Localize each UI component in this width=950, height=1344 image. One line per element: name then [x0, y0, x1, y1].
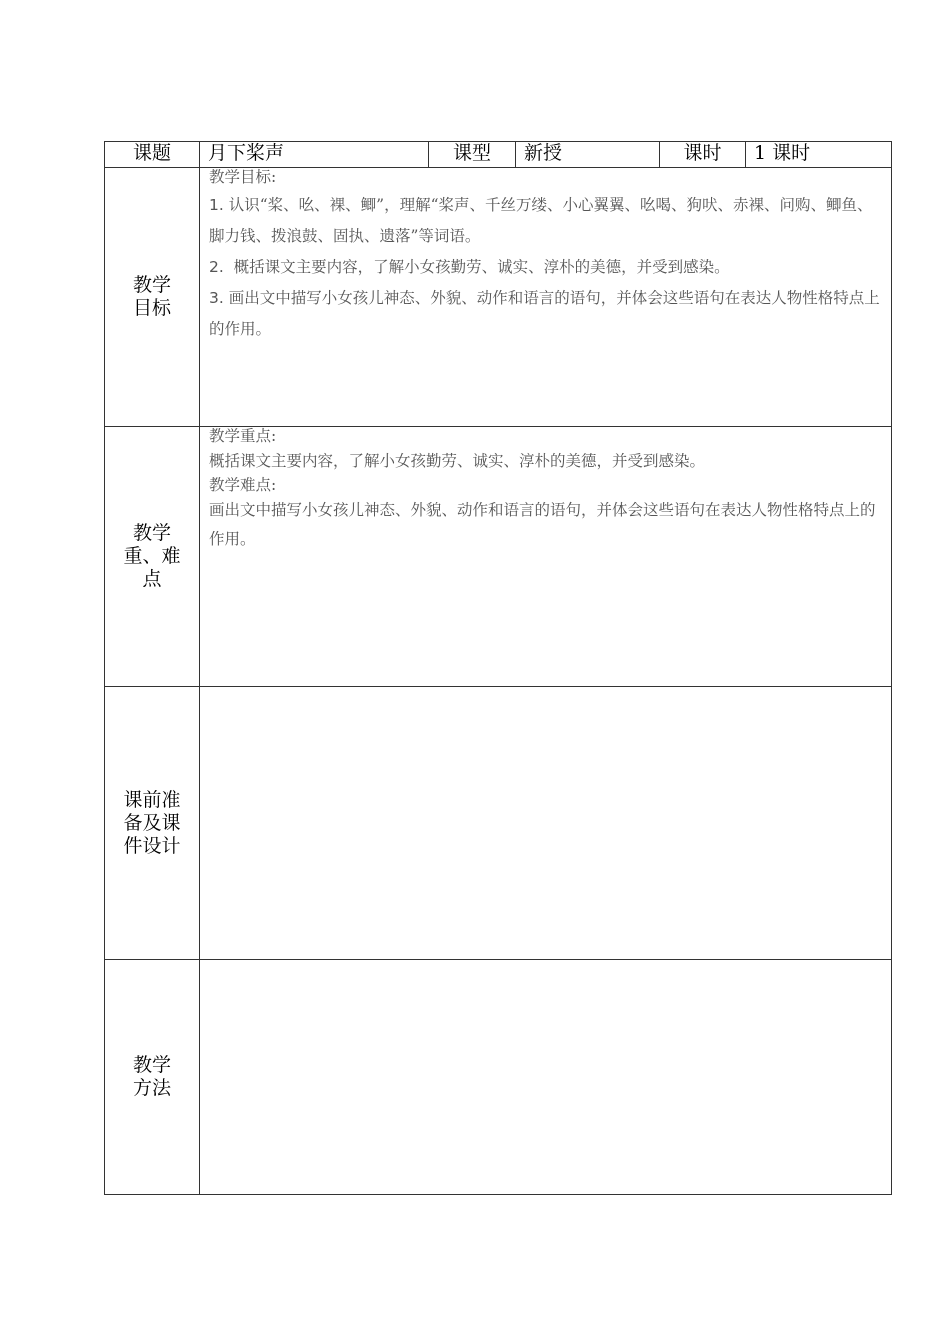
key-points-content	[200, 427, 892, 687]
objectives-label	[105, 168, 200, 427]
methods-label-line2: 方法	[132, 1077, 171, 1099]
preparation-label-line3: 件设计	[123, 834, 181, 857]
preparation-content	[200, 687, 892, 960]
class-hours-label: 课时	[660, 142, 746, 168]
objectives-heading: 教学目标:	[209, 168, 277, 186]
key-points-label-line2: 重、难	[123, 545, 181, 567]
key-points-row	[105, 427, 892, 687]
focus-heading: 教学重点:	[209, 427, 277, 445]
key-points-label-line3: 点	[142, 568, 162, 590]
key-points-label-line1: 教学	[132, 522, 171, 544]
lesson-type-value: 新授	[516, 142, 660, 168]
topic-value: 月下桨声	[200, 142, 429, 168]
preparation-label-line2: 备及课	[123, 811, 181, 834]
difficulty-text: 画出文中描写小女孩儿神态、外貌、动作和语言的语句，并体会这些语句在表达人物性格特点上的作用。	[209, 501, 876, 548]
objectives-label-line1: 教学	[132, 274, 171, 296]
header-row	[105, 142, 892, 168]
methods-label-line1: 教学	[132, 1054, 171, 1076]
preparation-label-line1: 课前准	[123, 788, 181, 811]
objectives-row	[105, 168, 892, 427]
objective-item-3-number: 3.	[209, 289, 224, 307]
key-points-label	[105, 427, 200, 687]
methods-content	[200, 960, 892, 1195]
objective-item-2	[209, 252, 885, 283]
topic-label: 课题	[105, 142, 200, 168]
class-hours-value: 1 课时	[746, 142, 892, 168]
objective-item-2-number: 2.	[209, 258, 224, 276]
objective-item-3	[209, 283, 885, 345]
objective-item-1	[209, 190, 885, 252]
objective-item-2-text: 概括课文主要内容，了解小女孩勤劳、诚实、淳朴的美德，并受到感染。	[233, 258, 730, 276]
focus-text: 概括课文主要内容，了解小女孩勤劳、诚实、淳朴的美德，并受到感染。	[209, 452, 706, 470]
methods-row	[105, 960, 892, 1195]
objective-item-1-number: 1.	[209, 196, 224, 214]
difficulty-heading: 教学难点:	[209, 476, 277, 494]
lesson-type-label: 课型	[429, 142, 516, 168]
objectives-content	[200, 168, 892, 427]
methods-label	[105, 960, 200, 1195]
preparation-label	[105, 687, 200, 960]
preparation-row	[105, 687, 892, 960]
lesson-plan-table	[104, 141, 892, 1195]
objective-item-3-text: 画出文中描写小女孩儿神态、外貌、动作和语言的语句，并体会这些语句在表达人物性格特点上的作用。	[209, 289, 880, 338]
objective-item-1-text: 认识“桨、吆、裸、鲫”，理解“桨声、千丝万缕、小心翼翼、吆喝、狗吠、赤裸、问购、鲫鱼、脚力钱、拨浪鼓、固执、遗落”等词语。	[209, 196, 873, 245]
objectives-label-line2: 目标	[132, 297, 171, 319]
